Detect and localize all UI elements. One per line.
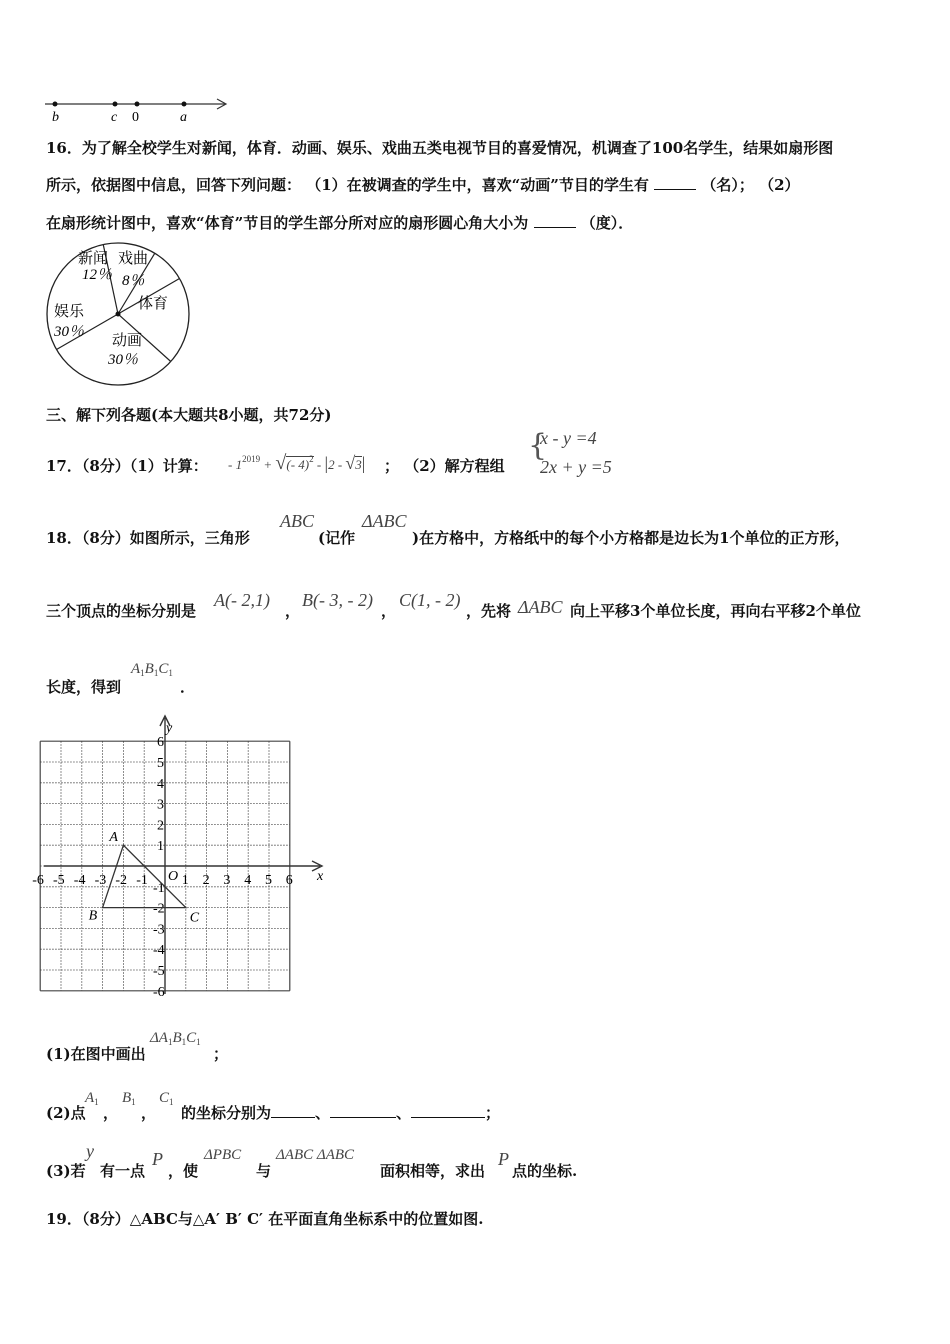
q18-blank-b1[interactable] [330, 1105, 396, 1118]
q18-sub2-comma1: ， [103, 1104, 119, 1122]
q16-line2 [46, 174, 800, 195]
q17-expr-c-sup: 2 [309, 454, 314, 464]
q18-comma-2: ， [381, 602, 397, 620]
q17-expr-b: + [263, 457, 273, 472]
q18-sub2-sep1: 、 [315, 1104, 331, 1122]
point-c-label: c [111, 110, 118, 125]
x-axis-label: x [317, 869, 324, 884]
q17-expr-f: 3 [355, 457, 362, 472]
q18-sub3-dpbc: ΔPBC [204, 1147, 242, 1163]
q16-blank-1[interactable] [654, 177, 696, 190]
y-tick-label: -5 [153, 964, 165, 979]
x-tick-label: -3 [94, 873, 107, 888]
q18-sub2-line [181, 1102, 500, 1123]
q18-sub3-c: ，使 [168, 1162, 199, 1180]
q16-line2-text: 所示，依据图中信息，回答下列问题： （1）在被调查的学生中，喜欢“动画”节目的学生有 [46, 176, 649, 194]
q18-a1b1c1: $A_1B_1C_1$ [131, 661, 173, 678]
vertex-b-label: B [88, 908, 98, 924]
q18-sub2-mid: 的坐标分别为 [181, 1104, 272, 1122]
q17-expr-a-sup: 2019 [242, 454, 261, 464]
point-b-label: b [52, 110, 59, 125]
q17-eq1: x - y =4 [540, 428, 597, 448]
pie-value-animation: 30％ [108, 352, 139, 368]
q18-sub2-sep2: 、 [396, 1104, 412, 1122]
q17-expr-a: - 1 [228, 457, 243, 472]
y-tick-label: 6 [157, 735, 164, 751]
pie-label-animation: 动画 [112, 333, 143, 349]
q17-mid: ； （2）解方程组 [384, 457, 505, 475]
q18-line2b: ，先将 [466, 602, 512, 620]
pie-label-opera: 戏曲 [118, 251, 149, 267]
q18-sub1-end: ； [213, 1045, 229, 1063]
q18-sub1-math: $\Delta A_1B_1C_1$ [150, 1030, 201, 1047]
q18-blank-c1[interactable] [411, 1105, 485, 1118]
pie-chart [40, 238, 200, 388]
pie-label-entertainment: 娱乐 [54, 304, 85, 320]
x-tick-label: 6 [285, 873, 293, 888]
q18-coord-a: A(- 2,1) [214, 590, 270, 610]
q18-sub2-end: ； [485, 1104, 501, 1122]
q16-line3-text: 在扇形统计图中，喜欢“体育”节目的学生部分所对应的扇形圆心角大小为 [46, 214, 529, 232]
q18-sub3-d: 与 [256, 1162, 272, 1180]
q18-sub3-dabc: ΔABC ΔABC [276, 1147, 355, 1163]
x-tick-label: -1 [136, 873, 148, 888]
brace-icon: { [528, 428, 548, 463]
q17-expr-e: 2 - [328, 457, 343, 472]
q16-line3-tail: （度）． [580, 214, 634, 232]
coordinate-grid [32, 712, 342, 1002]
sqrt-icon: √ [275, 452, 287, 474]
x-tick-label: -4 [73, 873, 86, 888]
pie-value-entertainment: 30％ [54, 324, 85, 340]
sqrt-icon-2: √ [345, 453, 356, 473]
x-tick-label: 5 [265, 873, 272, 888]
y-tick-label: -4 [153, 943, 165, 959]
q17-expression: - $1^{2019}$ + √(- 4)$^2$ - |2 - √3| [228, 452, 366, 474]
q16-line2-tail: （名）； （2） [701, 176, 800, 194]
q18-paren: (记作 [318, 529, 356, 547]
y-tick-label: 4 [157, 776, 164, 792]
q18-sub3-f: 点的坐标. [512, 1162, 578, 1180]
q18-sub2-comma2: ， [141, 1104, 157, 1122]
q18-line2a: 三个顶点的坐标分别是 [46, 602, 197, 620]
q18-sub2: (2)点 [46, 1104, 86, 1122]
q18-comma-1: ， [285, 602, 301, 620]
pie-label-sports: 体育 [138, 296, 169, 312]
point-a-label: a [180, 110, 187, 125]
q17-expr-d: - [316, 457, 322, 472]
y-axis-label: y [166, 721, 173, 736]
q18-sub2-c1: $C_1$ [159, 1090, 174, 1107]
q18-sub3-b: 有一点 [100, 1162, 146, 1180]
y-tick-label: -1 [153, 880, 165, 896]
pie-value-news: 12％ [82, 267, 113, 283]
q18-lead: 18．（8分）如图所示，三角形 [46, 529, 250, 547]
q18-sub3-p2: P [498, 1149, 509, 1169]
q18-sub3-e: 面积相等，求出 [380, 1162, 486, 1180]
section3-title: 三、解下列各题(本大题共8小题，共72分) [46, 406, 332, 424]
q17-eq2: 2x + y =5 [540, 457, 612, 477]
q17-lead: 17．（8分）（1）计算： [46, 457, 208, 475]
q18-abc: ABC [280, 511, 314, 531]
x-tick-label: 3 [223, 873, 231, 888]
y-tick-label: -2 [153, 901, 165, 917]
x-tick-label: -2 [115, 873, 128, 888]
q16-line3 [46, 212, 633, 233]
y-tick-label: 2 [157, 818, 164, 834]
q17-expr-c: (- 4) [286, 457, 310, 472]
q18-dabc2: ΔABC [518, 597, 563, 617]
q18-sub2-a1: $A_1$ [85, 1090, 99, 1107]
x-tick-label: -6 [32, 873, 44, 888]
pie-value-opera: 8％ [122, 273, 145, 289]
q18-coord-c: C(1, - 2) [399, 590, 461, 610]
y-tick-label: -6 [153, 984, 165, 1000]
q18-coord-b: B(- 3, - 2) [302, 590, 373, 610]
y-tick-label: 1 [157, 839, 164, 855]
vertex-a-label: A [109, 830, 118, 846]
q18-rest1: )在方格中，方格纸中的每个小方格都是边长为1个单位的正方形， [412, 529, 850, 547]
point-zero-label: 0 [132, 110, 139, 125]
q18-sub3-p: P [152, 1149, 163, 1169]
number-line [40, 94, 240, 126]
pie-label-news: 新闻 [78, 251, 109, 267]
q16-line1: 16．为了解全校学生对新闻，体育．动画、娱乐、戏曲五类电视节目的喜爱情况，机调查了100名学生，结果如扇形图 [46, 139, 834, 157]
q18-sub2-b1: $B_1$ [122, 1090, 136, 1107]
x-tick-label: 2 [202, 873, 210, 888]
origin-label: O [168, 869, 179, 884]
q18-line3a: 长度，得到 [46, 678, 122, 696]
x-tick-label: 4 [244, 873, 252, 888]
q18-line2c: 向上平移3个单位长度，再向右平移2个单位 [570, 602, 861, 620]
q18-dabc: ΔABC [362, 511, 407, 531]
q18-sub3-y: y [86, 1141, 94, 1161]
q18-sub1: (1)在图中画出 [46, 1045, 146, 1063]
q18-blank-a1[interactable] [271, 1105, 315, 1118]
q19-text: 19．（8分）△ABC与△A′ B′ C′ 在平面直角坐标系中的位置如图. [46, 1210, 484, 1228]
y-tick-label: -3 [153, 922, 165, 938]
q18-sub3: (3)若 [46, 1162, 86, 1180]
vertex-c-label: C [189, 910, 200, 926]
x-tick-label: 1 [181, 873, 189, 888]
x-tick-label: -5 [53, 873, 65, 888]
y-tick-label: 3 [157, 797, 164, 813]
q18-line3b: ． [180, 678, 196, 696]
y-tick-label: 5 [157, 756, 164, 771]
q16-blank-2[interactable] [534, 215, 576, 228]
